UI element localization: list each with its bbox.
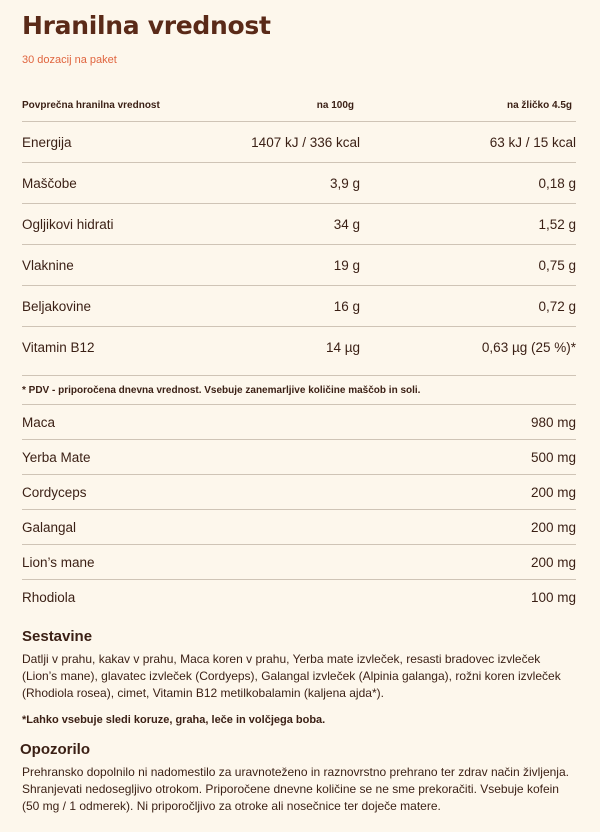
table-row — [22, 475, 576, 510]
nutrient-per-serving: 0,18 g — [360, 163, 576, 204]
ingredient-amount: 200 mg — [364, 475, 576, 510]
allergen-note: *Lahko vsebuje sledi koruze, graha, leče in volčjega boba. — [22, 714, 326, 726]
warning-text: Prehransko dopolnilo ni nadomestilo za uravnoteženo in raznovrstno prehrano ter zdrav način življenja. Shranjevati nedosegljivo otrokom. Priporočene dnevne količine se ne sme prekoračiti. Vsebuje kofein (50 mg / 1 odmerek). Ni priporočljivo za otroke ali nosečnice ter doječe matere. — [22, 765, 569, 813]
nutrient-name: Maščobe — [22, 163, 222, 204]
ingredient-name: Maca — [22, 405, 364, 440]
ingredient-name: Cordyceps — [22, 475, 364, 510]
nutrient-name: Beljakovine — [22, 286, 222, 327]
nutrient-name: Vlaknine — [22, 245, 222, 286]
nutrient-per-100g: 34 g — [222, 204, 360, 245]
nutrient-name: Vitamin B12 — [22, 339, 95, 355]
nutrition-header-row — [22, 89, 576, 122]
table-row — [22, 204, 576, 245]
ingredient-name: Yerba Mate — [22, 440, 364, 475]
table-row — [22, 580, 576, 615]
ingredient-amount: 500 mg — [364, 440, 576, 475]
warning-heading: Opozorilo — [20, 741, 90, 758]
nutrient-name: Ogljikovi hidrati — [22, 204, 222, 245]
ingredient-amount: 100 mg — [530, 589, 576, 605]
active-ingredients-table — [22, 405, 576, 614]
ingredient-name: Lion’s mane — [22, 545, 364, 580]
nutrient-per-100g: 1407 kJ / 336 kcal — [222, 122, 360, 163]
column-header-nutrient: Povprečna hranilna vrednost — [22, 89, 222, 122]
daily-value-footnote: * PDV - priporočena dnevna vrednost. Vsebuje zanemarljive količine maščob in soli. — [22, 375, 576, 405]
nutrient-per-serving: 1,52 g — [360, 204, 576, 245]
nutrient-per-serving: 0,72 g — [360, 286, 576, 327]
ingredient-amount: 200 mg — [364, 545, 576, 580]
nutrient-per-100g: 14 µg — [325, 339, 360, 355]
table-row — [22, 286, 576, 327]
ingredients-heading: Sestavine — [22, 628, 93, 645]
table-row — [22, 163, 576, 204]
servings-subtitle: 30 dozacij na paket — [22, 54, 117, 66]
table-row — [22, 545, 576, 580]
nutrient-per-serving: 0,63 µg (25 %)* — [481, 339, 576, 355]
table-row — [22, 405, 576, 440]
nutrient-per-serving: 0,75 g — [360, 245, 576, 286]
table-row — [22, 122, 576, 163]
column-header-per-serving: na žličko 4.5g — [360, 89, 576, 122]
ingredient-amount: 200 mg — [364, 510, 576, 545]
table-row — [22, 327, 576, 368]
column-header-per-100g: na 100g — [222, 89, 360, 122]
nutrient-name: Energija — [22, 122, 222, 163]
nutrition-table — [22, 89, 576, 367]
ingredient-amount: 980 mg — [364, 405, 576, 440]
ingredient-name: Galangal — [22, 510, 364, 545]
page-title: Hranilna vrednost — [22, 11, 271, 40]
nutrient-per-100g: 19 g — [222, 245, 360, 286]
nutrient-per-100g: 3,9 g — [222, 163, 360, 204]
table-row — [22, 440, 576, 475]
ingredients-text: Datlji v prahu, kakav v prahu, Maca koren v prahu, Yerba mate izvleček, resasti bradovec izvleček (Lion’s mane), glavatec izvleček (Cordyeps), Galangal izvleček (Alpinia galanga), rožni koren izvleček (Rhodiola rosea), cimet, Vitamin B12 metilkobalamin (kaljena ajda*). — [22, 652, 561, 700]
table-row — [22, 510, 576, 545]
ingredient-name: Rhodiola — [22, 589, 76, 605]
table-row — [22, 245, 576, 286]
nutrient-per-100g: 16 g — [222, 286, 360, 327]
nutrient-per-serving: 63 kJ / 15 kcal — [360, 122, 576, 163]
